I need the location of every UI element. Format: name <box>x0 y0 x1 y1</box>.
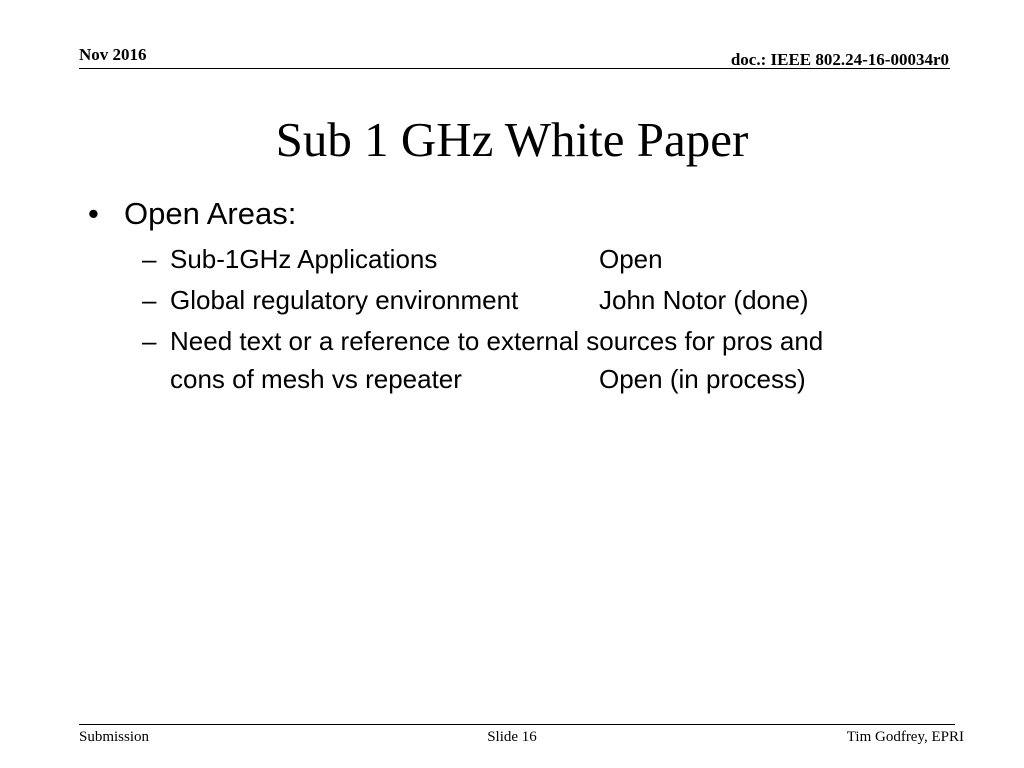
header-doc-id: doc.: IEEE 802.24-16-00034r0 <box>730 50 949 69</box>
sub-item-marker: – <box>142 326 157 356</box>
footer-submission: Submission <box>79 729 150 745</box>
slide-title: Sub 1 GHz White Paper <box>275 112 749 167</box>
footer-slide-number: Slide 16 <box>487 729 537 745</box>
header-divider <box>79 68 950 69</box>
sub-item-text: Sub-1GHz Applications <box>170 244 438 274</box>
sub-item-marker: – <box>142 285 157 315</box>
sub-item-status: Open <box>599 244 663 274</box>
bullet-marker: • <box>88 196 99 231</box>
sub-item-status: John Notor (done) <box>599 285 809 315</box>
sub-item-status: Open (in process) <box>599 364 806 394</box>
bullet-label: Open Areas: <box>124 196 297 231</box>
sub-item-text-continued: cons of mesh vs repeater <box>170 364 462 394</box>
header-date: Nov 2016 <box>79 45 147 64</box>
sub-item-marker: – <box>142 244 157 274</box>
sub-item-text: Global regulatory environment <box>170 285 519 315</box>
footer-author: Tim Godfrey, EPRI <box>846 729 964 745</box>
sub-item-text: Need text or a reference to external sources for pros and <box>170 326 824 356</box>
footer-divider <box>79 724 955 725</box>
